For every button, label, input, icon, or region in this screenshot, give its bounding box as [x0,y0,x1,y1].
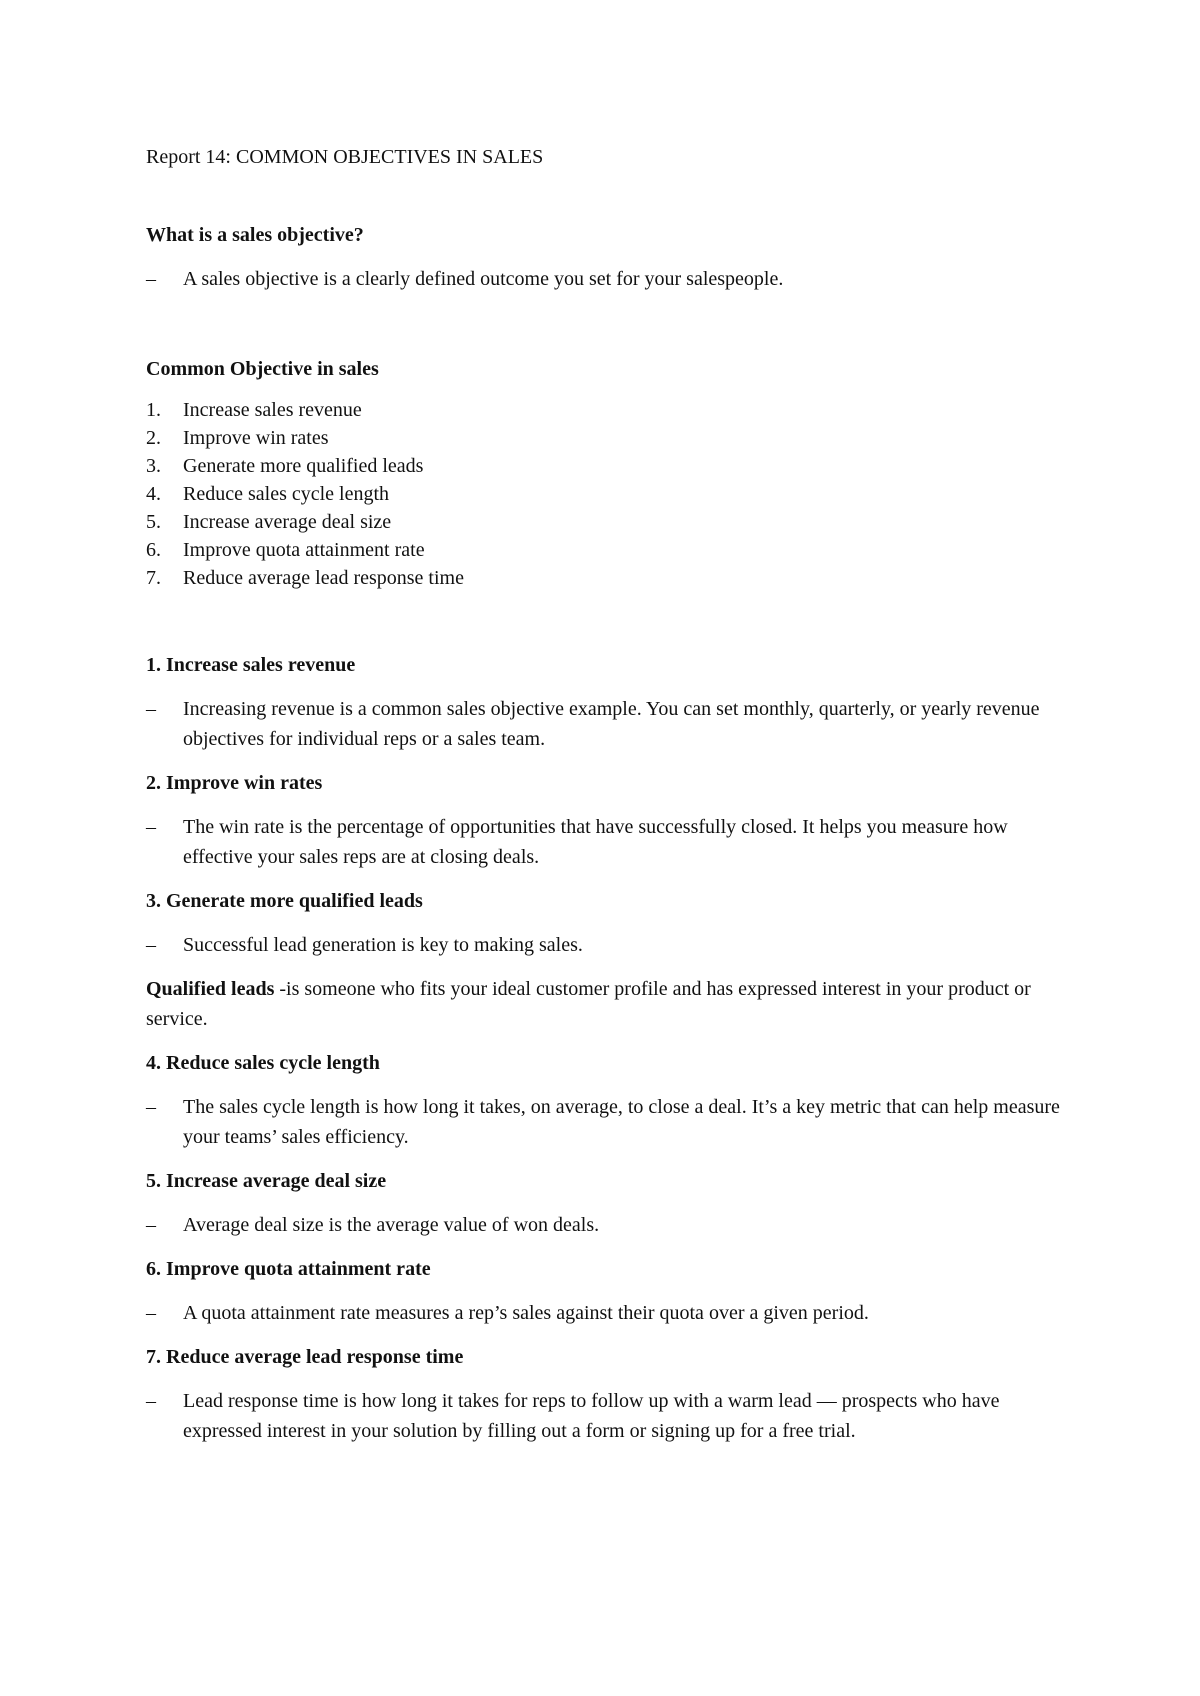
section-item-qualified-leads [146,930,1066,960]
section-heading-deal-size: 5. Increase average deal size [146,1170,387,1192]
dash-bullet: – [146,698,156,720]
title-main: COMMON OBJECTIVES IN SALES [236,146,544,168]
section-text-response-time: Lead response time is how long it takes for reps to follow up with a warm lead — prospects who have expressed interest in your solution by filling out a form or signing up for a free trial. [183,1390,1000,1442]
section-heading-cycle-length: 4. Reduce sales cycle length [146,1052,380,1074]
section-item-revenue [146,694,1066,754]
page-title [146,142,1066,172]
section-item-response-time [146,1386,1066,1446]
section-heading-quota: 6. Improve quota attainment rate [146,1258,431,1280]
dash-bullet: – [146,1302,156,1324]
section-text-qualified-leads: Successful lead generation is key to making sales. [183,934,583,956]
section-item-win-rates [146,812,1066,872]
title-prefix: Report 14: [146,146,236,168]
dash-bullet: – [146,1390,156,1412]
document-page [146,142,1066,1446]
list-number: 4. [146,483,161,505]
dash-bullet: – [146,1096,156,1118]
list-label: Reduce sales cycle length [183,483,390,505]
list-number: 3. [146,455,161,477]
section-heading-win-rates: 2. Improve win rates [146,772,323,794]
section-text-deal-size: Average deal size is the average value of won deals. [183,1214,600,1236]
section-text-revenue: Increasing revenue is a common sales objective example. You can set monthly, quarterly, or yearly revenue objectives for individual reps or a sales team. [183,698,1040,750]
list-number: 5. [146,511,161,533]
section-heading-qualified-leads: 3. Generate more qualified leads [146,890,423,912]
dash-bullet: – [146,816,156,838]
list-label: Improve quota attainment rate [183,539,425,561]
list-label: Increase sales revenue [183,399,362,421]
dash-bullet: – [146,1214,156,1236]
objectives-list [146,396,1066,592]
definition-text: -is someone who fits your ideal customer profile and has expressed interest in your product or service. [146,978,1031,1030]
list-number: 2. [146,427,161,449]
common-objectives-heading: Common Objective in sales [146,358,379,380]
section-item-quota [146,1298,1066,1328]
list-label: Increase average deal size [183,511,392,533]
what-is-text: A sales objective is a clearly defined outcome you set for your salespeople. [183,268,784,290]
list-item [146,396,1066,424]
list-item [146,508,1066,536]
list-item [146,452,1066,480]
section-text-win-rates: The win rate is the percentage of opportunities that have successfully closed. It helps you measure how effective your sales reps are at closing deals. [183,816,1008,868]
section-text-quota: A quota attainment rate measures a rep’s sales against their quota over a given period. [183,1302,869,1324]
list-item [146,564,1066,592]
list-number: 7. [146,567,161,589]
list-label: Reduce average lead response time [183,567,464,589]
section-item-deal-size [146,1210,1066,1240]
list-item [146,480,1066,508]
section-item-cycle-length [146,1092,1066,1152]
list-label: Improve win rates [183,427,329,449]
what-is-item [146,264,1066,294]
definition-term: Qualified leads [146,978,275,1000]
list-item [146,424,1066,452]
qualified-leads-definition [146,974,1066,1034]
dash-bullet: – [146,934,156,956]
list-item [146,536,1066,564]
section-text-cycle-length: The sales cycle length is how long it takes, on average, to close a deal. It’s a key metric that can help measure your teams’ sales efficiency. [183,1096,1060,1148]
section-heading-response-time: 7. Reduce average lead response time [146,1346,464,1368]
dash-bullet: – [146,268,156,290]
list-number: 6. [146,539,161,561]
list-label: Generate more qualified leads [183,455,424,477]
what-is-heading: What is a sales objective? [146,224,364,246]
list-number: 1. [146,399,161,421]
section-heading-revenue: 1. Increase sales revenue [146,654,356,676]
